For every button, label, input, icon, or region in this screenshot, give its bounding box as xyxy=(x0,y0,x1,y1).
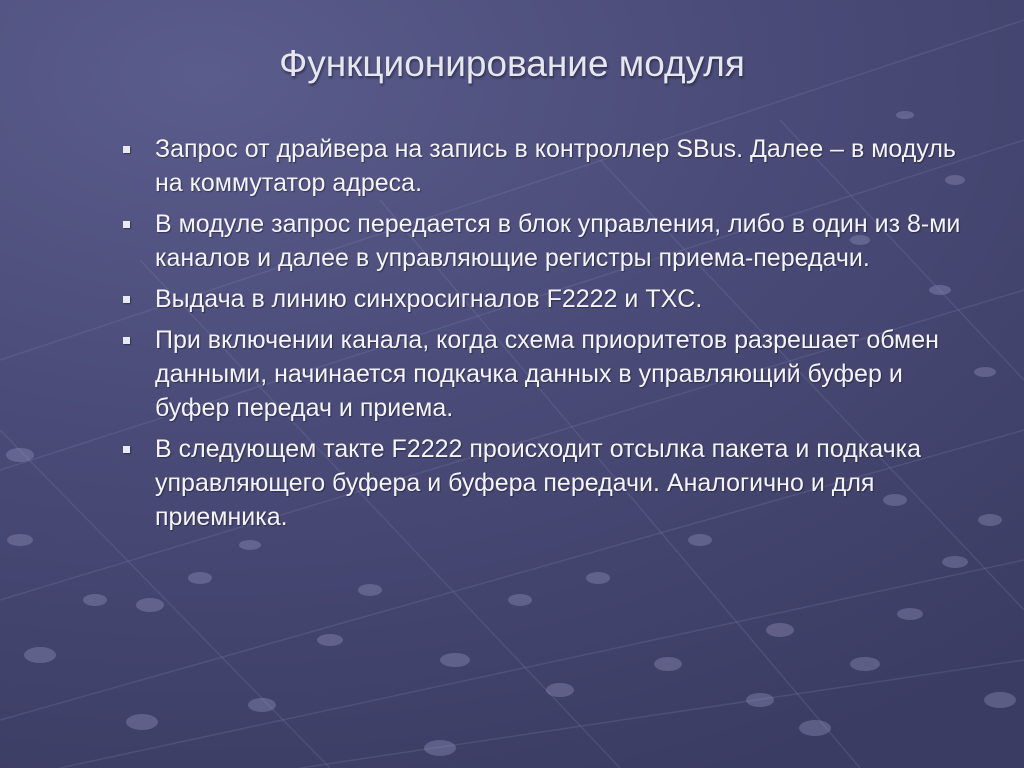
square-bullet-icon xyxy=(123,221,130,228)
square-bullet-icon xyxy=(123,446,130,453)
bullet-text: Запрос от драйвера на запись в контроллер SBus. Далее – в модуль на коммутатор адреса. xyxy=(155,135,956,197)
bullet-text: Выдача в линию синхросигналов F2222 и TXC. xyxy=(155,285,703,313)
square-bullet-icon xyxy=(123,296,130,303)
bullet-item xyxy=(120,323,970,425)
bullet-text: В следующем такте F2222 происходит отсылка пакета и подкачка управляющего буфера и буфера передачи. Аналогично и для приемника. xyxy=(155,435,922,531)
bullet-list xyxy=(120,132,970,541)
bullet-text: В модуле запрос передается в блок управления, либо в один из 8-ми каналов и далее в управляющие регистры приема-передачи. xyxy=(155,210,961,272)
bullet-item xyxy=(120,432,970,534)
bullet-item xyxy=(120,282,970,316)
square-bullet-icon xyxy=(123,337,130,344)
bullet-item xyxy=(120,207,970,275)
bullet-item xyxy=(120,132,970,200)
slide-title: Функционирование модуля xyxy=(279,43,745,84)
bullet-text: При включении канала, когда схема приоритетов разрешает обмен данными, начинается подкачка данных в управляющий буфер и буфер передач и приема. xyxy=(155,326,939,422)
square-bullet-icon xyxy=(123,146,130,153)
